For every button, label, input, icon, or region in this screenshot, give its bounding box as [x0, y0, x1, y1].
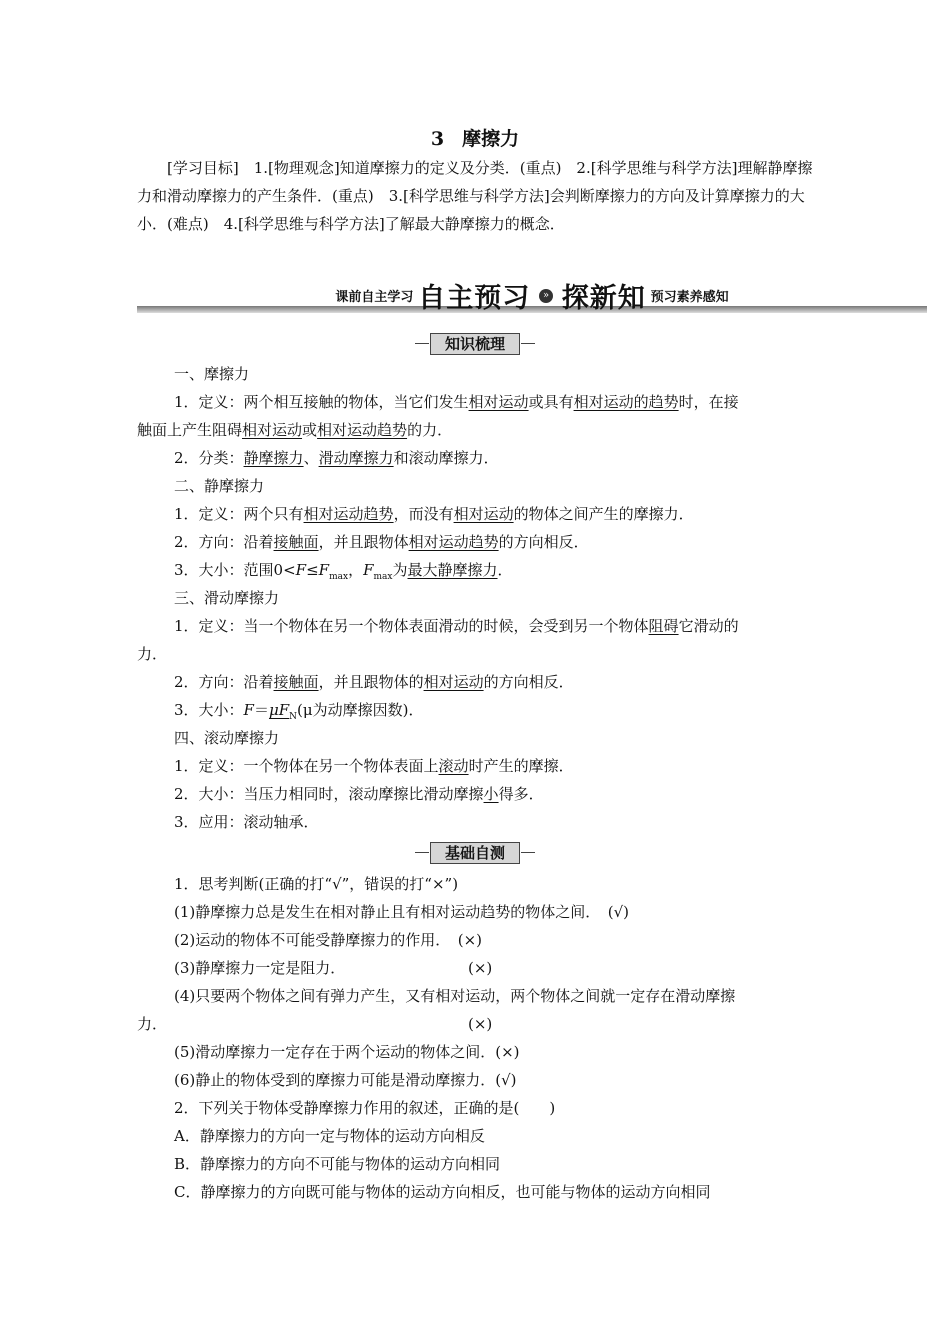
- sliding-def-2: 力．: [137, 645, 168, 663]
- heading-rolling: 四、滚动摩擦力: [174, 729, 280, 747]
- sliding-def-1: 1．定义：当一个物体在另一个物体表面滑动的时候，会受到另一个物体阻碍它滑动的: [174, 617, 739, 635]
- rolling-size: 2．大小：当压力相同时，滚动摩擦比滑动摩擦小得多．: [174, 785, 544, 803]
- classify-line: 2．分类：静摩擦力、滑动摩擦力和滚动摩擦力．: [174, 449, 499, 467]
- judge-3: (3)静摩擦力一定是阻力．: [174, 959, 346, 977]
- judge-6: (6)静止的物体受到的摩擦力可能是滑动摩擦力．(√): [174, 1071, 517, 1089]
- banner-right: 预习素养感知: [650, 290, 729, 305]
- page-title: 3 摩擦力: [430, 128, 520, 150]
- question-2: 2．下列关于物体受静摩擦力作用的叙述，正确的是( ): [174, 1099, 556, 1117]
- heading-friction: 一、摩擦力: [174, 365, 250, 383]
- heading-sliding: 三、滑动摩擦力: [174, 589, 280, 607]
- judge-4: (4)只要两个物体之间有弹力产生，又有相对运动，两个物体之间就一定存在滑动摩擦: [174, 987, 736, 1005]
- section-header-knowledge: 知识梳理: [0, 333, 950, 355]
- heading-static: 二、静摩擦力: [174, 477, 265, 495]
- option-b: B．静摩擦力的方向不可能与物体的运动方向相同: [174, 1155, 501, 1173]
- sliding-size: 3．大小：$F=\mu F_N(\mu$为动摩擦因数)．: [174, 701, 424, 722]
- section-header-selftest: 基础自测: [0, 842, 950, 864]
- static-def: 1．定义：两个只有相对运动趋势，而没有相对运动的物体之间产生的摩擦力．: [174, 505, 694, 523]
- rolling-app: 3．应用：滚动轴承．: [174, 813, 319, 831]
- question-1: 1．思考判断(正确的打“√”，错误的打“×”): [174, 875, 459, 893]
- judge-5: (5)滑动摩擦力一定存在于两个运动的物体之间．(×): [174, 1043, 520, 1061]
- sliding-dir: 2．方向：沿着接触面，并且跟物体的相对运动的方向相反．: [174, 673, 574, 691]
- banner-big2: 探新知: [561, 283, 646, 314]
- judge-1: (1)静摩擦力总是发生在相对静止且有相对运动趋势的物体之间． (√): [174, 903, 630, 921]
- def-line-2: 触面上产生阻碍相对运动或相对运动趋势的力．: [137, 421, 453, 439]
- def-line-1: 1．定义：两个相互接触的物体，当它们发生相对运动或具有相对运动的趋势时，在接: [174, 393, 739, 411]
- judge-3-answer: (×): [468, 959, 493, 977]
- banner-left: 课前自主学习: [335, 290, 414, 305]
- judge-4-cont: 力．: [137, 1015, 168, 1033]
- learning-goals: [学习目标] 1.[物理观念]知道摩擦力的定义及分类．(重点) 2.[科学思维与科学方法]理解静摩擦力和滑动摩擦力的产生条件．(重点) 3.[科学思维与科学方法]会判断摩擦力的方向及计算摩擦力的大小．(难点) 4.[科学思维与科学方法]了解最大静摩擦力的概念．: [137, 159, 813, 233]
- judge-2: (2)运动的物体不可能受静摩擦力的作用． (×): [174, 931, 483, 949]
- arrow-icon: »: [539, 289, 553, 303]
- static-dir: 2．方向：沿着接触面，并且跟物体相对运动趋势的方向相反．: [174, 533, 589, 551]
- rolling-def: 1．定义：一个物体在另一个物体表面上滚动时产生的摩擦．: [174, 757, 574, 775]
- judge-4-answer: (×): [468, 1015, 493, 1033]
- section-banner: [137, 276, 927, 312]
- option-a: A．静摩擦力的方向一定与物体的运动方向相反: [174, 1127, 485, 1145]
- option-c: C．静摩擦力的方向既可能与物体的运动方向相反，也可能与物体的运动方向相同: [174, 1183, 711, 1201]
- static-size: 3．大小：范围$0<F\le F_{max}$，$F_{max}$为最大静摩擦力．: [174, 561, 513, 582]
- banner-big1: 自主预习: [418, 283, 531, 314]
